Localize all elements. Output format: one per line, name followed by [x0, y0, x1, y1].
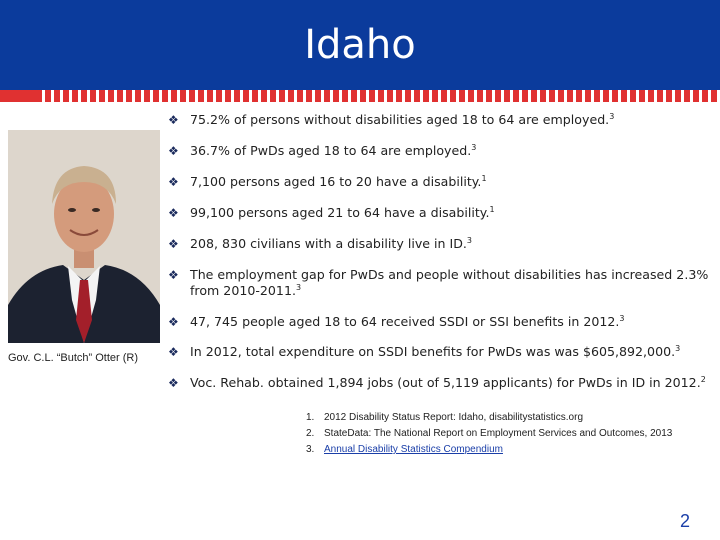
- diamond-bullet-icon: ❖: [168, 206, 179, 220]
- bullet-citation: 1: [489, 204, 495, 214]
- diamond-bullet-icon: ❖: [168, 144, 179, 158]
- bullet-citation: 3: [471, 142, 477, 152]
- reference-link[interactable]: Annual Disability Statistics Compendium: [324, 444, 503, 455]
- reference-number: 2.: [306, 428, 315, 439]
- bullet-text: 99,100 persons aged 21 to 64 have a disability.: [190, 205, 490, 220]
- reference-text: StateData: The National Report on Employment Services and Outcomes, 2013: [324, 428, 673, 439]
- bullet-text: In 2012, total expenditure on SSDI benefits for PwDs was was $605,892,000.: [190, 344, 676, 359]
- bullet-item: [168, 205, 716, 221]
- reference-item: [306, 426, 718, 442]
- bullet-citation: 3: [609, 111, 615, 121]
- governor-photo: [8, 130, 160, 343]
- bullet-citation: 3: [466, 235, 473, 245]
- slide-title: Idaho: [304, 22, 416, 68]
- diamond-bullet-icon: ❖: [168, 237, 179, 251]
- title-banner: [0, 0, 720, 90]
- reference-number: 1.: [306, 412, 315, 423]
- red-stripe-divider: [0, 90, 720, 102]
- bullet-citation: 3: [675, 343, 681, 353]
- references-list: [306, 410, 718, 458]
- page-number: 2: [680, 511, 691, 531]
- bullet-item: [168, 174, 716, 190]
- red-stripe-accent: [0, 90, 42, 102]
- bullet-citation: 3: [619, 313, 625, 323]
- reference-text: 2012 Disability Status Report: Idaho, disabilitystatistics.org: [324, 412, 584, 423]
- diamond-bullet-icon: ❖: [168, 113, 179, 127]
- diamond-bullet-icon: ❖: [168, 175, 179, 189]
- bullet-item: [168, 375, 716, 391]
- diamond-bullet-icon: ❖: [168, 376, 179, 390]
- bullet-item: [168, 344, 716, 360]
- bullet-text: 47, 745 people aged 18 to 64 received SSDI or SSI benefits in 2012.: [190, 314, 620, 329]
- bullet-citation: 1: [481, 173, 487, 183]
- bullet-text: The employment gap for PwDs and people without disabilities has increased 2.3% from 2010-2011.: [190, 267, 709, 298]
- reference-item: [306, 442, 718, 458]
- bullet-item: [168, 314, 716, 330]
- bullet-text: 7,100 persons aged 16 to 20 have a disability.: [190, 174, 482, 189]
- diamond-bullet-icon: ❖: [168, 315, 179, 329]
- bullet-item: [168, 236, 716, 252]
- bullet-item: [168, 143, 716, 159]
- bullet-text: 36.7% of PwDs aged 18 to 64 are employed.: [190, 143, 472, 158]
- reference-item: [306, 410, 718, 426]
- portrait-image: [8, 130, 160, 343]
- diamond-bullet-icon: ❖: [168, 345, 179, 359]
- bullet-text: 75.2% of persons without disabilities aged 18 to 64 are employed.: [190, 112, 610, 127]
- bullet-item: [168, 112, 716, 128]
- bullet-citation: 3: [295, 282, 302, 292]
- bullet-text: Voc. Rehab. obtained 1,894 jobs (out of 5,119 applicants) for PwDs in ID in 2012.: [190, 375, 701, 390]
- diamond-bullet-icon: ❖: [168, 268, 179, 282]
- bullet-text: 208, 830 civilians with a disability live in ID.: [190, 236, 467, 251]
- reference-number: 3.: [306, 444, 315, 455]
- bullet-item: [168, 267, 716, 299]
- bullet-citation: 2: [700, 374, 706, 384]
- photo-caption: Gov. C.L. “Butch” Otter (R): [8, 352, 138, 364]
